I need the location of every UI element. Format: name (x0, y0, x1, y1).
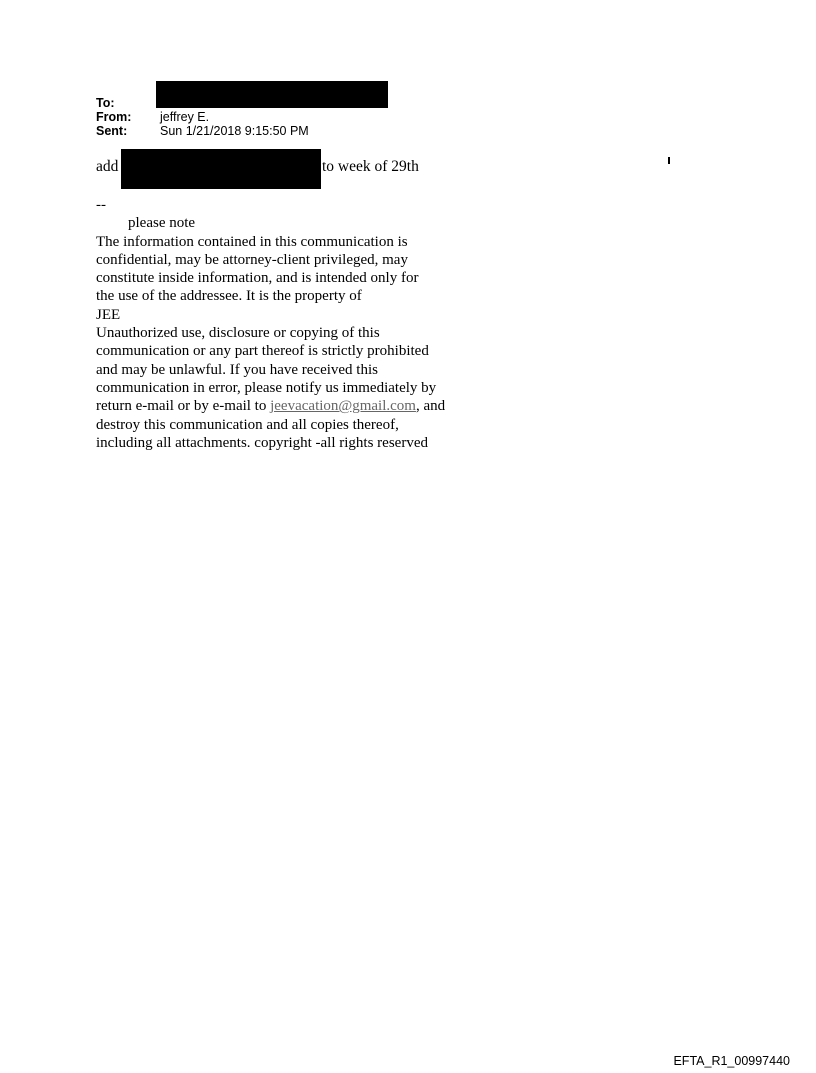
from-label: From: (96, 110, 132, 124)
from-row (96, 110, 309, 124)
email-link[interactable]: jeevacation@gmail.com (270, 398, 416, 415)
redaction-box-recipient (156, 81, 388, 108)
sent-label: Sent: (96, 124, 128, 138)
disclaimer-line: the use of the addressee. It is the property of (96, 288, 362, 305)
sent-value: Sun 1/21/2018 9:15:50 PM (160, 124, 309, 138)
disclaimer-line: Unauthorized use, disclosure or copying of this (96, 325, 380, 342)
disclaimer-return-tail: , and (415, 398, 446, 415)
disclaimer-line: JEE (96, 306, 121, 323)
signature-note: please note (128, 215, 196, 232)
disclaimer-line: constitute inside information, and is intended only for (96, 270, 419, 287)
stray-mark (668, 157, 670, 164)
sent-row (96, 124, 309, 138)
from-value: jeffrey E. (160, 110, 210, 124)
disclaimer-line-with-email (96, 397, 476, 415)
disclaimer-line: and may be unlawful. If you have received this (96, 361, 378, 378)
disclaimer-line: communication or any part thereof is strictly prohibited (96, 343, 429, 360)
disclaimer-line: destroy this communication and all copies thereof, (96, 416, 399, 433)
to-label: To: (96, 96, 115, 110)
message-body-prefix: add (96, 158, 119, 175)
disclaimer-line: including all attachments. copyright -all rights reserved (96, 434, 428, 451)
disclaimer-line: confidential, may be attorney-client privileged, may (96, 251, 408, 268)
message-body-suffix: to week of 29th (322, 158, 419, 175)
signature-separator: -- (96, 197, 106, 213)
disclaimer-line: The information contained in this communication is (96, 233, 408, 250)
disclaimer-line: communication in error, please notify us immediately by (96, 379, 437, 396)
disclaimer-return-text: return e-mail or by e-mail to (96, 398, 271, 415)
redaction-box-body (121, 149, 321, 189)
email-signature-disclaimer (96, 196, 476, 452)
document-id: EFTA_R1_00997440 (673, 1054, 790, 1068)
